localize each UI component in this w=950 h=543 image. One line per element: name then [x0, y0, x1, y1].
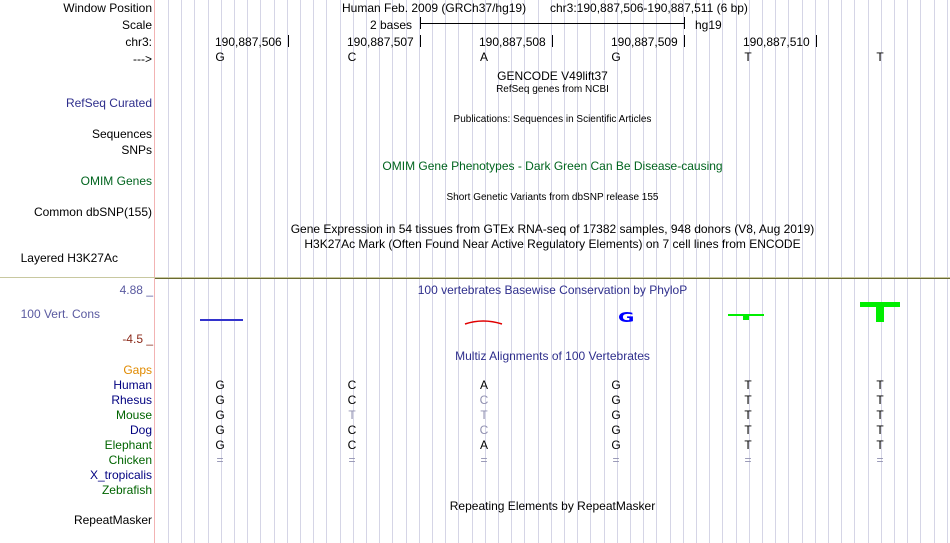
alignment-base: T	[744, 393, 752, 407]
coordinate-label: 190,887,509	[611, 35, 678, 49]
alignment-base: G	[611, 438, 621, 452]
species-label[interactable]: Human	[113, 378, 152, 392]
refseq-track-title: RefSeq genes from NCBI	[496, 84, 609, 95]
common-dbsnp-label[interactable]: Common dbSNP(155)	[33, 205, 152, 219]
species-label[interactable]: Rhesus	[111, 393, 152, 407]
coordinate-tick	[684, 35, 685, 47]
alignment-base: G	[215, 378, 225, 392]
coordinate-tick	[816, 35, 817, 47]
alignment-base: G	[611, 408, 621, 422]
coordinate-label: 190,887,508	[479, 35, 546, 49]
alignment-base: G	[215, 438, 225, 452]
alignment-base: A	[479, 438, 488, 452]
alignment-base: T	[876, 408, 884, 422]
coordinate-tick	[288, 35, 289, 47]
alignment-base: T	[744, 423, 752, 437]
species-label[interactable]: Mouse	[115, 408, 152, 422]
alignment-base: C	[347, 423, 357, 437]
refseq-curated-label[interactable]: RefSeq Curated	[65, 96, 152, 110]
alignment-base: T	[876, 438, 884, 452]
track-divider-dark	[155, 278, 950, 279]
alignment-base: G	[611, 393, 621, 407]
strand-label: --->	[133, 52, 152, 66]
alignment-base: =	[216, 453, 224, 467]
alignment-base: A	[479, 378, 488, 392]
gtex-track-title: Gene Expression in 54 tissues from GTEx RNA-seq of 17382 samples, 948 donors (V8, Aug 2019)	[290, 222, 815, 236]
species-label[interactable]: Dog	[129, 423, 152, 437]
species-label[interactable]: Chicken	[108, 453, 152, 467]
alignment-base: T	[744, 408, 752, 422]
cons-logo-t1	[728, 314, 764, 320]
alignment-base: T	[876, 423, 884, 437]
multiz-track-title: Multiz Alignments of 100 Vertebrates	[455, 349, 650, 363]
phylop-max-value: 4.88 _	[119, 283, 153, 297]
dbsnp-track-title: Short Genetic Variants from dbSNP release 155	[446, 192, 659, 203]
layered-h3k27ac-label[interactable]: Layered H3K27Ac	[20, 251, 118, 265]
coordinate-tick	[552, 35, 553, 47]
alignment-base: T	[348, 408, 356, 422]
alignment-base: C	[479, 423, 489, 437]
alignment-base: C	[347, 438, 357, 452]
omim-genes-label[interactable]: OMIM Genes	[80, 174, 152, 188]
scale-db-text: hg19	[695, 18, 722, 32]
omim-track-title: OMIM Gene Phenotypes - Dark Green Can Be Disease-causing	[382, 159, 723, 173]
gaps-label[interactable]: Gaps	[123, 363, 152, 377]
publications-track-title: Publications: Sequences in Scientific Articles	[453, 114, 652, 125]
phylop-min-value: -4.5 _	[122, 332, 153, 346]
phylop-track-title: 100 vertebrates Basewise Conservation by PhyloP	[417, 283, 688, 297]
alignment-base: =	[348, 453, 356, 467]
scale-bar	[420, 23, 684, 24]
chrom-label: chr3:	[125, 35, 152, 49]
alignment-base: =	[480, 453, 488, 467]
conservation-logo-plot	[155, 290, 950, 330]
reference-base: T	[876, 50, 884, 64]
window-position-label: Window Position	[63, 1, 152, 15]
cons-logo-g: G	[618, 309, 635, 325]
species-label[interactable]: Elephant	[104, 438, 152, 452]
alignment-base: T	[744, 378, 752, 392]
position-text: chr3:190,887,506-190,887,511 (6 bp)	[550, 1, 748, 15]
alignment-base: C	[347, 393, 357, 407]
reference-base: A	[479, 50, 488, 64]
species-label[interactable]: X_tropicalis	[89, 468, 152, 482]
repeatmasker-track-title: Repeating Elements by RepeatMasker	[449, 499, 656, 513]
alignment-base: G	[215, 408, 225, 422]
reference-base: G	[215, 50, 225, 64]
coordinate-label: 190,887,507	[347, 35, 414, 49]
alignment-base: T	[876, 378, 884, 392]
alignment-base: G	[215, 393, 225, 407]
scale-label: Scale	[121, 18, 152, 32]
reference-base: G	[611, 50, 621, 64]
snps-label[interactable]: SNPs	[121, 143, 152, 157]
alignment-base: T	[480, 408, 488, 422]
coordinate-label: 190,887,506	[215, 35, 282, 49]
coordinate-label: 190,887,510	[743, 35, 810, 49]
alignment-base: T	[876, 393, 884, 407]
gencode-track-title: GENCODE V49lift37	[497, 69, 608, 83]
scale-bar-right-tick	[684, 17, 685, 29]
alignment-base: =	[612, 453, 620, 467]
repeatmasker-label[interactable]: RepeatMasker	[73, 513, 152, 527]
sequences-label[interactable]: Sequences	[91, 127, 152, 141]
reference-base: C	[347, 50, 357, 64]
alignment-base: G	[611, 378, 621, 392]
coordinate-tick	[420, 35, 421, 47]
cons-logo-t2	[860, 302, 900, 322]
reference-base: T	[744, 50, 752, 64]
cons-mark-a	[465, 321, 502, 324]
assembly-text: Human Feb. 2009 (GRCh37/hg19)	[342, 1, 527, 15]
scale-bar-text: 2 bases	[370, 18, 413, 32]
alignment-base: =	[876, 453, 884, 467]
alignment-base: G	[611, 423, 621, 437]
alignment-base: G	[215, 423, 225, 437]
alignment-base: C	[479, 393, 489, 407]
h3k27ac-track-title: H3K27Ac Mark (Often Found Near Active Regulatory Elements) on 7 cell lines from ENCODE	[304, 237, 801, 251]
species-label[interactable]: Zebrafish	[101, 483, 152, 497]
alignment-base: =	[744, 453, 752, 467]
alignment-base: T	[744, 438, 752, 452]
alignment-base: C	[347, 378, 357, 392]
vert-cons-label[interactable]: 100 Vert. Cons	[20, 307, 100, 321]
